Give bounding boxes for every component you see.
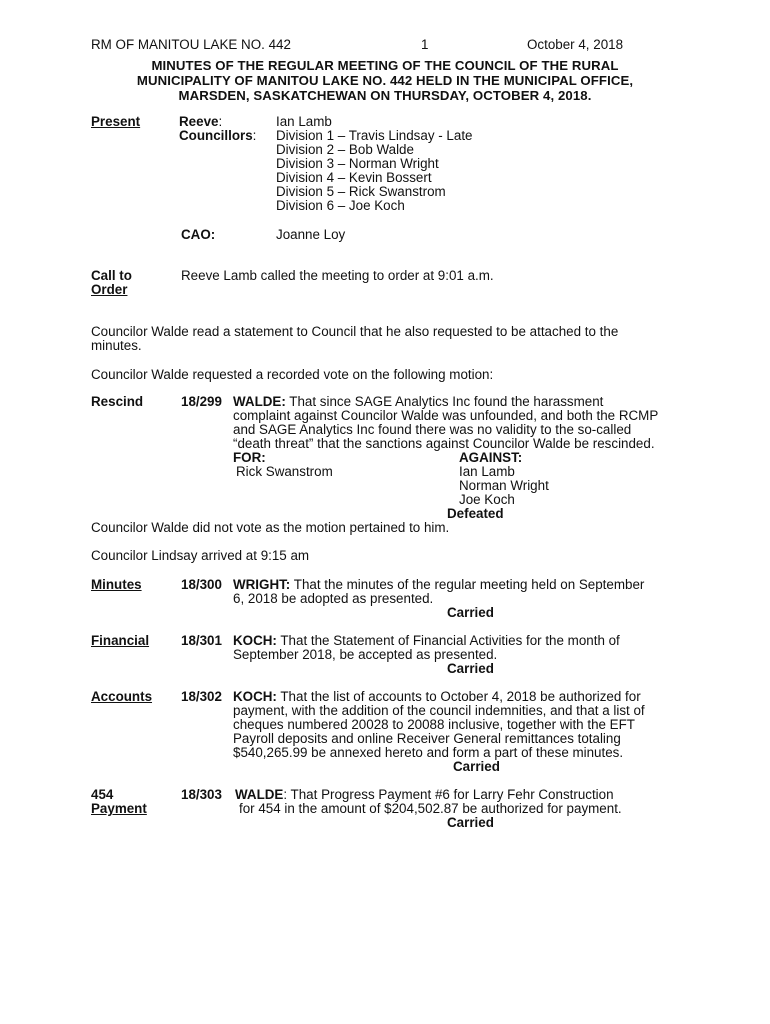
accounts-line-3: cheques numbered 20028 to 20088 inclusive, together with the EFT: [233, 717, 635, 732]
accounts-text-1: That the list of accounts to October 4, 2018 be authorized for: [280, 689, 641, 704]
financial-mover: KOCH:: [233, 633, 277, 648]
minutes-line-2: 6, 2018 be adopted as presented.: [233, 591, 434, 606]
minutes-mover: WRIGHT:: [233, 577, 291, 592]
councillor-division-1: Division 1 – Travis Lindsay - Late: [276, 128, 473, 143]
rescind-line-3: and SAGE Analytics Inc found there was no validity to the so-called: [233, 422, 632, 437]
title-line-3: MARSDEN, SASKATCHEWAN ON THURSDAY, OCTOBER 4, 2018.: [178, 88, 592, 103]
recorded-vote-request: Councilor Walde requested a recorded vote on the following motion:: [91, 367, 494, 382]
payment454-result: Carried: [447, 815, 494, 830]
motion-number-303: 18/303: [181, 787, 222, 802]
councillor-division-2: Division 2 – Bob Walde: [276, 142, 414, 157]
header-municipality: RM OF MANITOU LAKE NO. 442: [91, 37, 291, 52]
accounts-line-4: Payroll deposits and online Receiver General remittances totaling: [233, 731, 621, 746]
councillor-division-4: Division 4 – Kevin Bossert: [276, 170, 432, 185]
payment454-line-2: for 454 in the amount of $204,502.87 be authorized for payment.: [239, 801, 622, 816]
motion-number-299: 18/299: [181, 394, 222, 409]
rescind-result: Defeated: [447, 506, 504, 521]
vote-for-label: FOR:: [233, 450, 266, 465]
reeve-name: Ian Lamb: [276, 114, 332, 129]
motion-number-301: 18/301: [181, 633, 222, 648]
councillor-division-5: Division 5 – Rick Swanstrom: [276, 184, 446, 199]
financial-line-1: [233, 633, 620, 648]
payment454-mover: WALDE: [235, 787, 284, 802]
header-date: October 4, 2018: [527, 37, 624, 52]
financial-label: Financial: [91, 633, 150, 648]
statement-line-2: minutes.: [91, 338, 142, 353]
lindsay-arrival: Councilor Lindsay arrived at 9:15 am: [91, 548, 310, 563]
vote-against-name: Ian Lamb: [459, 464, 515, 479]
rescind-label: Rescind: [91, 394, 144, 409]
vote-against-name: Joe Koch: [459, 492, 515, 507]
title-line-1: MINUTES OF THE REGULAR MEETING OF THE COUNCIL OF THE RURAL: [151, 58, 619, 73]
payment454-text-1: : That Progress Payment #6 for Larry Fehr Construction: [283, 787, 614, 802]
rescind-line-1: [233, 394, 603, 409]
councillors-colon: :: [252, 128, 257, 143]
councillors-row: [179, 128, 256, 143]
vote-for-name: Rick Swanstrom: [236, 464, 333, 479]
financial-line-2: September 2018, be accepted as presented.: [233, 647, 498, 662]
accounts-line-5: $540,265.99 be annexed hereto and form a part of these minutes.: [233, 745, 624, 760]
accounts-line-1: [233, 689, 641, 704]
statement-line-1: Councilor Walde read a statement to Council that he also requested to be attached to the: [91, 324, 619, 339]
payment454-line-1: [235, 787, 614, 802]
rescind-text-1: That since SAGE Analytics Inc found the harassment: [289, 394, 604, 409]
motion-number-302: 18/302: [181, 689, 222, 704]
councillor-division-3: Division 3 – Norman Wright: [276, 156, 439, 171]
financial-text-1: That the Statement of Financial Activities for the month of: [280, 633, 620, 648]
councillor-division-6: Division 6 – Joe Koch: [276, 198, 405, 213]
rescind-line-4: “death threat” that the sanctions against Councilor Walde be rescinded.: [233, 436, 655, 451]
title-line-2: MUNICIPALITY OF MANITOU LAKE NO. 442 HELD IN THE MUNICIPAL OFFICE,: [136, 73, 634, 88]
minutes-label: Minutes: [91, 577, 142, 592]
cao-name: Joanne Loy: [276, 227, 346, 242]
payment454-label-1: 454: [91, 787, 114, 802]
call-to-order-label-2: Order: [91, 282, 128, 297]
minutes-result: Carried: [447, 605, 494, 620]
rescind-mover: WALDE:: [233, 394, 286, 409]
accounts-mover: KOCH:: [233, 689, 277, 704]
reeve-colon: :: [218, 114, 223, 129]
reeve-label: Reeve: [179, 114, 219, 129]
minutes-text-1: That the minutes of the regular meeting held on September: [293, 577, 645, 592]
accounts-result: Carried: [453, 759, 500, 774]
call-to-order-label-1: Call to: [91, 268, 132, 283]
rescind-line-2: complaint against Councilor Walde was unfounded, and both the RCMP: [233, 408, 659, 423]
accounts-label: Accounts: [91, 689, 153, 704]
motion-number-300: 18/300: [181, 577, 222, 592]
accounts-line-2: payment, with the addition of the council indemnities, and that a list of: [233, 703, 645, 718]
present-label: Present: [91, 114, 141, 129]
vote-against-label: AGAINST:: [459, 450, 523, 465]
payment454-label-2: Payment: [91, 801, 147, 816]
cao-label: CAO:: [181, 227, 216, 242]
minutes-line-1: [233, 577, 644, 592]
financial-result: Carried: [447, 661, 494, 676]
reeve-row: [179, 114, 222, 129]
header-page-number: 1: [421, 37, 429, 52]
call-to-order-text: Reeve Lamb called the meeting to order at 9:01 a.m.: [181, 268, 494, 283]
vote-against-name: Norman Wright: [459, 478, 549, 493]
councillors-label: Councillors: [179, 128, 253, 143]
walde-abstain-note: Councilor Walde did not vote as the motion pertained to him.: [91, 520, 450, 535]
